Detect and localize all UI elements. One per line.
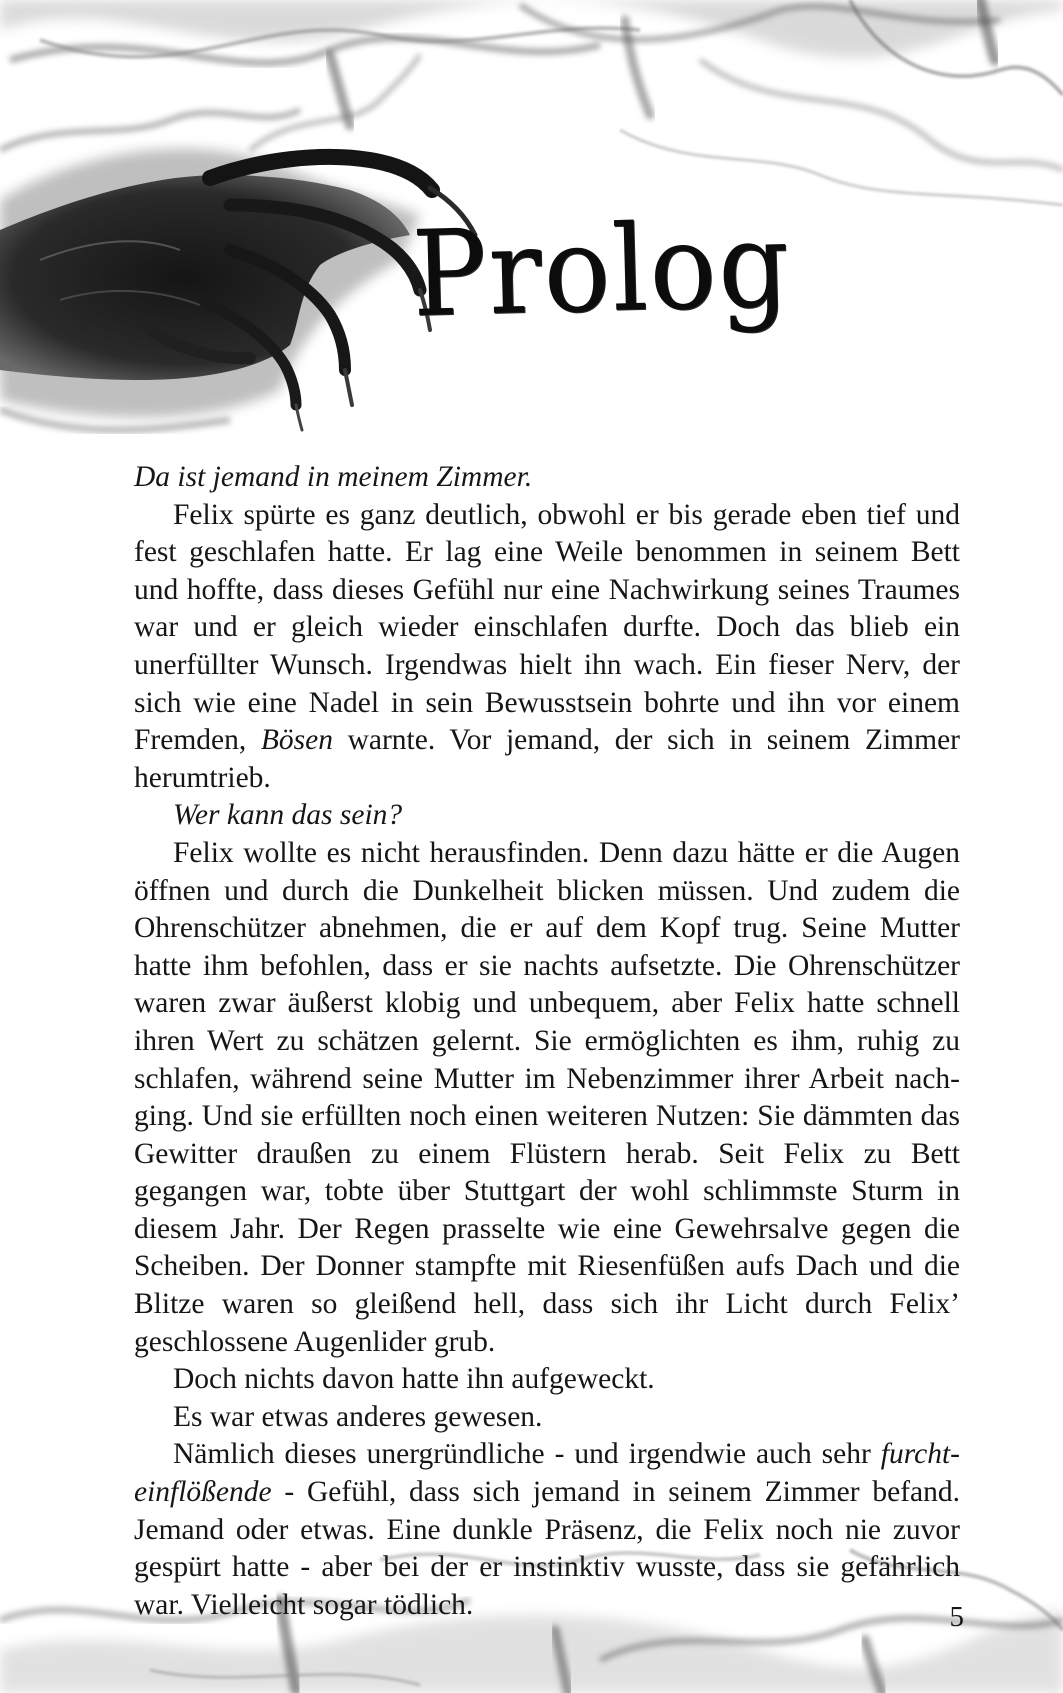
italic-text: Da ist jemand in meinem Zimmer. (134, 461, 533, 493)
paragraph: Felix spürte es ganz deutlich, obwohl er bis gerade eben tief und fest geschlafen hatte. Er lag eine Weile benommen in seinem Bett und hoffte, dass dieses Gefühl nur eine Nachwirkung seines Traumes war und er gleich wieder einschlafen durfte. Doch das blieb ein unerfüllter Wunsch. Irgendwas hielt ihn wach. Ein fieser Nerv, der sich wie eine Nadel in sein Bewusstsein bohrte und ihn vor einem Fremden, Bösen warnte. Vor jemand, der sich in seinem Zimmer herumtrieb. (134, 498, 960, 794)
paragraph (134, 797, 960, 835)
italic-text: furchteinflößende (134, 1438, 960, 1509)
paragraph: Doch nichts davon hatte ihn aufgeweckt. (173, 1363, 655, 1396)
body-text (134, 459, 960, 1624)
paragraph: Es war etwas anderes gewesen. (173, 1400, 543, 1433)
chapter-title: Prolog (410, 195, 793, 343)
paragraph (134, 459, 960, 497)
paragraph: Felix wollte es nicht herausfinden. Denn dazu hätte er die Augen öffnen und durch die Dunkelheit blicken müssen. Und zudem die Ohrenschützer abnehmen, die er auf dem Kopf trug. Seine Mutter hatte ihm befohlen, dass er sie nachts aufsetzte. Die Ohrenschützer waren zwar äußerst klobig und unbequem, aber Felix hatte schnell ihren Wert zu schätzen gelernt. Sie ermöglichten es ihm, ruhig zu schlafen, während seine Mutter im Nebenzimmer ihrer Arbeit nachging. Und sie erfüllten noch einen weiteren Nutzen: Sie dämmten das Gewitter draußen zu einem Flüstern herab. Seit Felix zu Bett gegangen war, tobte über Stuttgart der wohl schlimmste Sturm in diesem Jahr. Der Regen prasselte wie eine Gewehrsalve gegen die Scheiben. Der Donner stampfte mit Riesenfüßen aufs Dach und die Blitze waren so gleißend hell, dass sich ihr Licht durch Felix’ geschlossene Augenlider grub. (134, 836, 960, 1358)
italic-text: Bösen (260, 724, 333, 757)
paragraph: Nämlich dieses unergründliche - und irgendwie auch sehr furchteinflößende - Gefühl, dass sich jemand in seinem Zimmer befand. Jemand oder etwas. Eine dunkle Präsenz, die Felix noch nie zuvor gespürt hatte - aber bei der er instinktiv wusste, dass sie gefährlich war. Vielleicht sogar tödlich. (134, 1438, 960, 1621)
clawed-hand-illustration (0, 55, 475, 430)
page-number: 5 (949, 1601, 964, 1633)
italic-text: Wer kann das sein? (173, 799, 403, 832)
